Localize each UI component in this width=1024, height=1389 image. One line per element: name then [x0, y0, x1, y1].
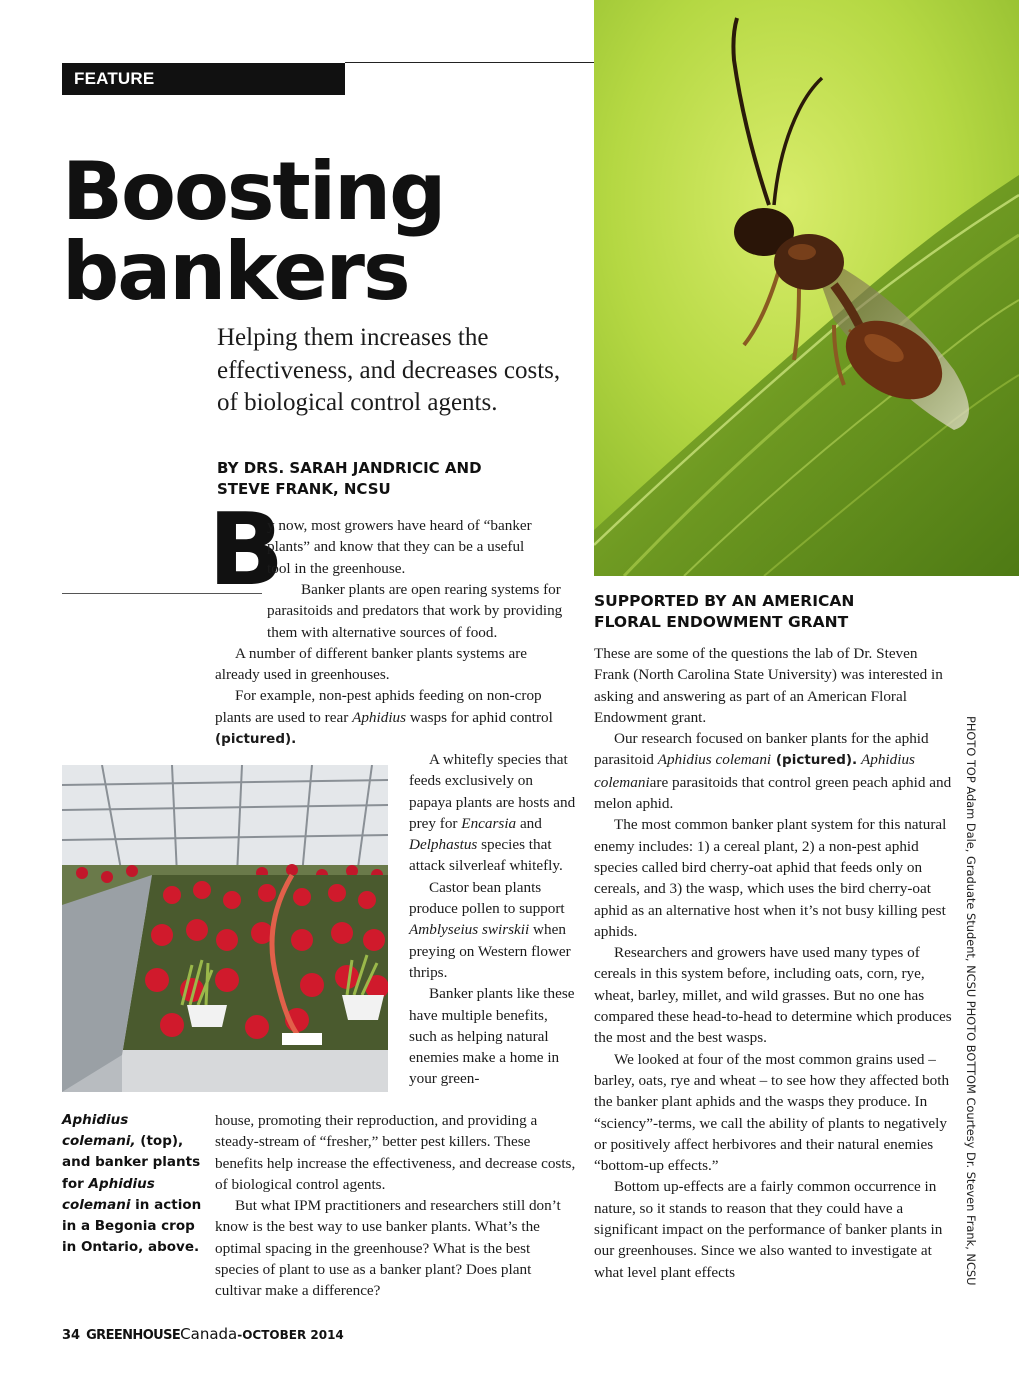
para-whitefly-em2: Delphastus: [409, 836, 478, 854]
para-research-em2: Aphidius colemani: [594, 751, 915, 791]
col1-lower-paragraphs: [215, 1110, 577, 1302]
section-tag: FEATURE: [62, 63, 345, 95]
para-example-em: Aphidius: [352, 708, 407, 726]
para-banker-intro: [215, 579, 575, 643]
page-number: 34: [62, 1328, 81, 1343]
wasp-on-leaf-photo: [594, 0, 1019, 576]
para-research-pictured: (pictured).: [771, 752, 858, 769]
subhead-line-2: FLORAL ENDOWMENT GRANT: [594, 613, 849, 631]
photo-credit: PHOTO TOP Adam Dale, Graduate Student, NCSU PHOTO BOTTOM Courtesy Dr. Steven Frank, NCSU: [964, 716, 978, 1286]
para-benefits-wide: house, promoting their reproduction, and providing a steady-stream of “fresher,” better pest killers. These benefits help increase the effectiveness, and decrease costs, of biological control agents.: [215, 1112, 576, 1193]
lead-line-1: y now, most growers have heard of “banker: [267, 517, 532, 534]
col1-upper-paragraphs: [215, 579, 575, 750]
byline-line-2: STEVE FRANK, NCSU: [217, 480, 391, 498]
para-common-system: The most common banker plant system for this natural enemy includes: 1) a cereal plant, 2) a non-pest aphid species called bird cherry-oat aphid that feeds only on cereals, and 3) the wasp, which uses the bird cherry-oat aphid as an alternative host when it’s not busy killing pest aphids.: [594, 816, 947, 940]
para-questions-lab: These are some of the questions the lab of Dr. Steven Frank (North Carolina State University) was interested in asking and answering as part of an American Floral Endowment grant.: [594, 645, 943, 726]
para-example-pictured: (pictured).: [215, 731, 297, 748]
headline-line-1: Boosting: [62, 145, 445, 238]
para-number-systems: A number of different banker plants systems are already used in greenhouses.: [215, 644, 527, 684]
para-whitefly: [409, 749, 577, 877]
para-example-b: wasps for aphid control: [406, 708, 553, 726]
photo-caption: [62, 1110, 204, 1258]
caption-text1: (top), and banker plants for: [62, 1133, 201, 1192]
col1-narrow-paragraphs: [409, 749, 577, 1090]
magazine-name-b: Canada: [180, 1325, 238, 1343]
para-benefits-narrow: Banker plants like these have multiple benefits, such as helping natural enemies make a home in your green-: [409, 985, 575, 1088]
para-four-grains: We looked at four of the most common grains used – barley, oats, rye and wheat – to see how they affected both the banker plant aphids and the wasps they produce. In “sciency”-terms, we call the ability of plants to negatively or positively affect herbivores and their natural enemies “bottom-up effects.”: [594, 1050, 950, 1175]
caption-text2: in action in a Begonia crop in Ontario, above.: [62, 1196, 202, 1256]
para-castor-a: Castor bean plants produce pollen to support: [409, 878, 565, 918]
para-example-a: For example, non-pest aphids feeding on non-crop plants are used to rear: [215, 687, 542, 726]
para-banker-intro-text: Banker plants are open rearing systems for parasitoids and predators that work by providing them with alternative sources of food.: [267, 581, 563, 641]
article-headline: [62, 145, 582, 318]
lead-line-2: plants” and know that they can be a useful: [267, 538, 525, 556]
issue-date: -OCTOBER 2014: [237, 1328, 344, 1342]
caption-em2: Aphidius colemani: [62, 1175, 155, 1213]
para-research-focus: [594, 728, 956, 814]
magazine-name-a: GREENHOUSE: [86, 1328, 181, 1343]
article-deck: Helping them increases the effectiveness, and decreases costs, of biological control agents.: [217, 324, 561, 416]
para-castor-em: Amblyseius swirskii: [409, 921, 530, 939]
byline-line-1: BY DRS. SARAH JANDRICIC AND: [217, 459, 482, 477]
para-castor-b: when preying on Western flower thrips.: [409, 921, 571, 981]
page-footer: [62, 1325, 344, 1343]
para-research-em: Aphidius colemani: [657, 751, 772, 769]
para-whitefly-c: species that attack silverleaf whitefly.: [409, 836, 563, 875]
para-whitefly-a: A whitefly species that feeds exclusively on papaya plants are hosts and prey for: [409, 751, 576, 832]
para-cereals: Researchers and growers have used many types of cereals in this system before, including oats, corn, rye, wheat, barley, millet, and wild grasses. But no one has compared these head-to-head to determine which produces the most and the best wasps.: [594, 944, 952, 1047]
grant-subhead: [594, 591, 934, 633]
drop-cap: B: [208, 491, 285, 608]
lead-line-3: tool in the greenhouse.: [267, 559, 406, 577]
para-bottom-up: Bottom up-effects are a fairly common occurrence in nature, so it stands to reason that they could have a significant impact on the performance of banker plants in our greenhouses. Since we also wanted to investigate at what level plant effects: [594, 1178, 943, 1281]
col2-paragraphs: [594, 643, 956, 1283]
greenhouse-begonia-photo: [62, 765, 388, 1092]
para-castor: [409, 877, 577, 983]
para-research-b: are parasitoids that control green peach aphid and melon aphid.: [594, 773, 952, 813]
header-rule: [345, 62, 595, 63]
col1-lead-lines: [267, 515, 577, 579]
para-example: [215, 685, 575, 750]
para-research-a: Our research focused on banker plants for the aphid parasitoid: [594, 730, 929, 769]
subhead-line-1: SUPPORTED BY AN AMERICAN: [594, 592, 855, 610]
para-questions: But what IPM practitioners and researchers still don’t know is the best way to use banker plants. What’s the optimal spacing in the greenhouse? What is the best species of plant to use as a banker plant? Does plant cultivar make a difference?: [215, 1197, 561, 1300]
caption-em1: Aphidius colemani,: [62, 1112, 136, 1150]
para-whitefly-b: and: [516, 814, 542, 832]
headline-line-2: bankers: [62, 225, 409, 318]
para-whitefly-em1: Encarsia: [461, 814, 517, 832]
